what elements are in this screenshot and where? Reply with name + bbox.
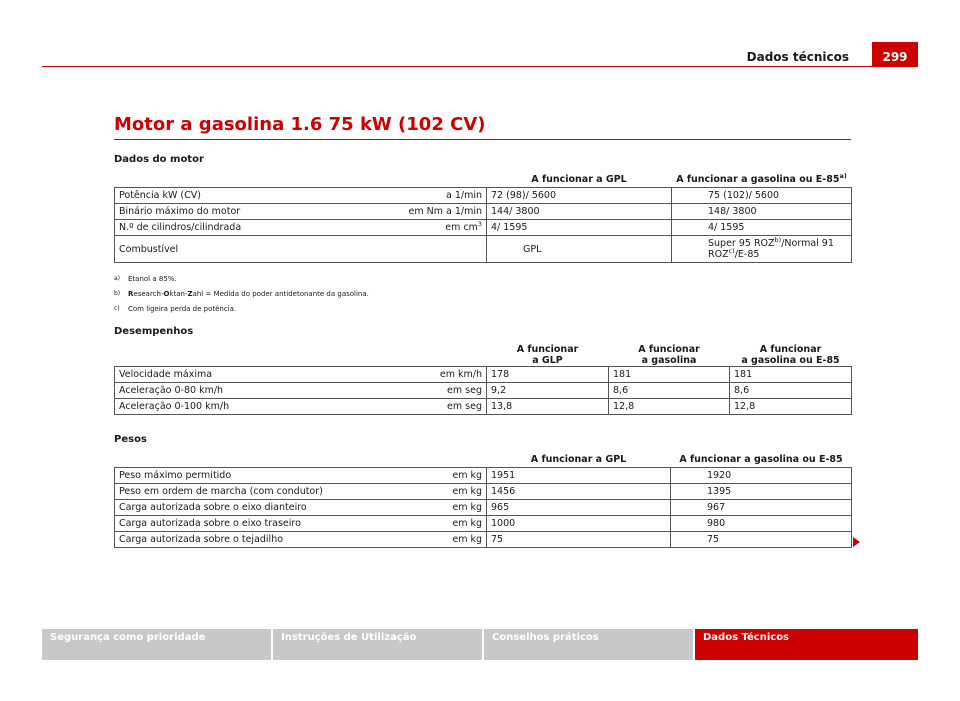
value-gasolina: 980 [671, 516, 852, 532]
performance-table [114, 344, 852, 415]
footnote-ref: b) [774, 235, 782, 244]
header-section-title: Dados técnicos [746, 50, 849, 64]
value-gasolina-e85: 12,8 [730, 399, 852, 415]
col-header-line: a GLP [532, 355, 563, 366]
value-gasolina: 148/ 3800 [672, 204, 852, 220]
value-gasolina: 4/ 1595 [672, 220, 852, 236]
value-glp: 13,8 [487, 399, 609, 415]
fuel-text: Super 95 ROZ [708, 238, 775, 249]
continue-arrow-icon [853, 537, 860, 547]
value-gpl: 1000 [487, 516, 671, 532]
row-unit: em km/h [265, 367, 487, 383]
row-label: Potência kW (CV) [115, 188, 265, 204]
table-row [115, 367, 852, 383]
value-gasolina: 967 [671, 500, 852, 516]
value-gpl: 1951 [487, 468, 671, 484]
value-gasolina-e85: 8,6 [730, 383, 852, 399]
value-gpl: 1456 [487, 484, 671, 500]
motor-data-table [114, 172, 852, 263]
row-label: Aceleração 0-80 km/h [115, 383, 265, 399]
fuel-text: /Normal 91 [781, 238, 834, 249]
title-rule [114, 139, 851, 140]
table-row [115, 383, 852, 399]
col-header-glp [487, 344, 609, 367]
row-label: Combustível [115, 236, 265, 263]
footnote-a [114, 275, 177, 283]
header-cell-empty [115, 172, 265, 188]
footnote-text: esearch- [133, 290, 164, 298]
section-heading-motor: Dados do motor [114, 154, 204, 165]
unit-text: em cm [445, 222, 478, 233]
footer-tab-conselhos[interactable]: Conselhos práticos [484, 629, 693, 660]
value-gasolina: 75 [671, 532, 852, 548]
col-header-gasolina-e85: A funcionar a gasolina ou E-85 [679, 454, 843, 465]
table-row [115, 399, 852, 415]
row-label: Carga autorizada sobre o tejadilho [115, 532, 415, 548]
row-label: N.º de cilindros/cilindrada [115, 220, 265, 236]
row-unit: em kg [415, 500, 487, 516]
footnote-bold-letter: R [128, 290, 134, 298]
col-header-line: A funcionar [516, 344, 579, 355]
col-header-line: A funcionar [759, 344, 822, 355]
page-number: 299 [872, 42, 918, 67]
table-row [115, 532, 852, 548]
footnote-text: ktan- [169, 290, 188, 298]
footer-tab-dados-tecnicos[interactable]: Dados Técnicos [695, 629, 918, 660]
row-unit: em kg [415, 484, 487, 500]
footnote-mark: c) [114, 305, 120, 312]
value-gpl: 75 [487, 532, 671, 548]
footer-tab-seguranca[interactable]: Segurança como prioridade [42, 629, 271, 660]
value-glp: 178 [487, 367, 609, 383]
col-header-text: A funcionar a gasolina ou E-85 [676, 174, 840, 185]
footnote-text: Com ligeira perda de potência. [128, 305, 237, 313]
header-cell-empty [115, 344, 265, 367]
header-cell-empty [265, 172, 487, 188]
footnote-c [114, 305, 236, 313]
fuel-text: ROZ [708, 249, 729, 260]
table-header-row [115, 172, 852, 188]
table-row [115, 484, 852, 500]
row-unit: em kg [415, 468, 487, 484]
value-gpl: 144/ 3800 [487, 204, 672, 220]
table-row [115, 188, 852, 204]
header-cell-empty [415, 452, 487, 468]
col-header-gasolina-e85 [730, 344, 852, 367]
value-gasolina: 1920 [671, 468, 852, 484]
table-row [115, 220, 852, 236]
row-label: Carga autorizada sobre o eixo traseiro [115, 516, 415, 532]
footnote-ref: c) [728, 246, 735, 255]
col-header-line: A funcionar [638, 344, 700, 355]
col-header-gpl: A funcionar a GPL [530, 454, 627, 465]
header-cell-empty [115, 452, 415, 468]
section-heading-desempenhos: Desempenhos [114, 326, 194, 337]
footer-tab-instrucoes[interactable]: Instruções de Utilização [273, 629, 482, 660]
value-glp: 9,2 [487, 383, 609, 399]
page-title: Motor a gasolina 1.6 75 kW (102 CV) [114, 114, 486, 135]
footnote-mark: a) [114, 275, 121, 282]
footnote-mark: b) [114, 290, 121, 297]
col-header-gasolina-e85 [672, 172, 852, 188]
weights-table [114, 452, 852, 548]
col-header-line: a gasolina ou E-85 [741, 355, 840, 366]
row-unit: em seg [265, 383, 487, 399]
value-gasolina: 75 (102)/ 5600 [672, 188, 852, 204]
row-label: Velocidade máxima [115, 367, 265, 383]
value-gasolina: 12,8 [609, 399, 730, 415]
row-unit: em seg [265, 399, 487, 415]
table-header-row [115, 452, 852, 468]
row-unit [265, 236, 487, 263]
value-gasolina-e85: 181 [730, 367, 852, 383]
fuel-text: /E-85 [734, 249, 760, 260]
section-heading-pesos: Pesos [114, 434, 147, 445]
table-header-row [115, 344, 852, 367]
row-label: Aceleração 0-100 km/h [115, 399, 265, 415]
footnote-bold-letter: Z [187, 290, 193, 298]
row-label: Peso máximo permitido [115, 468, 415, 484]
col-header-line: a gasolina [641, 355, 697, 366]
footnote-ref: a) [839, 172, 847, 180]
footnote-bold-letter: O [163, 290, 170, 298]
table-row [115, 468, 852, 484]
value-gasolina: 8,6 [609, 383, 730, 399]
table-row [115, 204, 852, 220]
value-gasolina: 181 [609, 367, 730, 383]
row-label: Binário máximo do motor [115, 204, 265, 220]
row-unit: a 1/min [265, 188, 487, 204]
unit-superscript: 3 [477, 219, 482, 228]
value-gpl: GPL [487, 236, 672, 263]
footnote-text: ahl = Medida do poder antidetonante da gasolina. [192, 290, 369, 298]
col-header-gpl: A funcionar a GPL [531, 174, 627, 185]
row-unit: em Nm a 1/min [265, 204, 487, 220]
table-row [115, 500, 852, 516]
row-unit [265, 220, 487, 236]
table-row [115, 236, 852, 263]
value-gpl: 72 (98)/ 5600 [487, 188, 672, 204]
footnote-b [114, 290, 369, 298]
value-gasolina: 1395 [671, 484, 852, 500]
row-label: Peso em ordem de marcha (com condutor) [115, 484, 415, 500]
row-unit: em kg [415, 532, 487, 548]
table-row [115, 516, 852, 532]
col-header-gasolina [609, 344, 730, 367]
header-cell-empty [265, 344, 487, 367]
row-label: Carga autorizada sobre o eixo dianteiro [115, 500, 415, 516]
header-rule [42, 66, 918, 67]
footnote-text: Etanol a 85%. [128, 275, 177, 283]
value-gasolina [672, 236, 852, 263]
value-gpl: 4/ 1595 [487, 220, 672, 236]
value-gpl: 965 [487, 500, 671, 516]
row-unit: em kg [415, 516, 487, 532]
